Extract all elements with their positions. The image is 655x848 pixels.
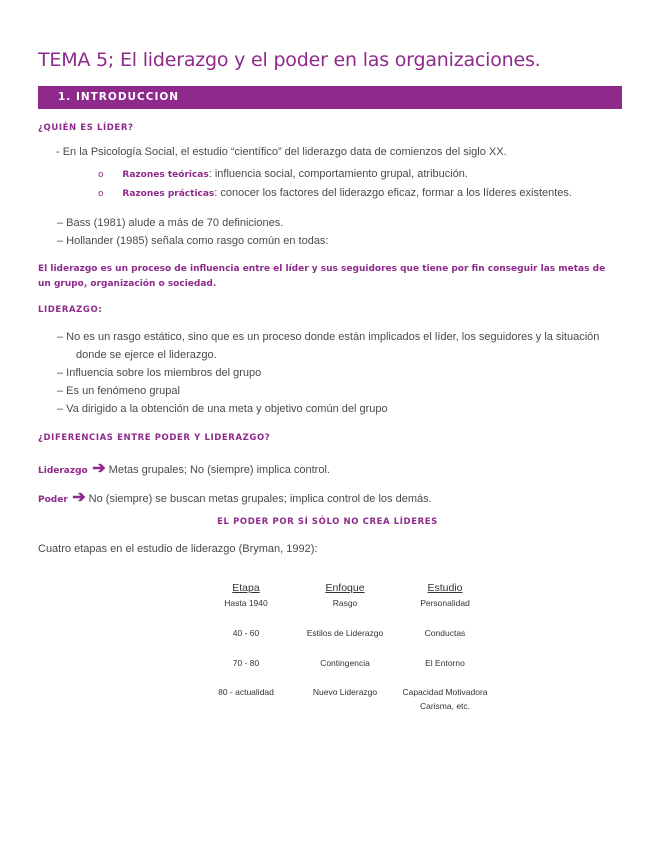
table-cell: Hasta 1940 — [224, 598, 268, 608]
bullet-o: o — [98, 189, 104, 199]
table-cell: 70 - 80 — [232, 658, 260, 668]
table-cell: 80 - actualidad — [218, 687, 274, 697]
liderazgo-item-2: – Influencia sobre los miembros del grupo — [57, 367, 262, 379]
diferencias-heading: ¿DIFERENCIAS ENTRE PODER Y LIDERAZGO? — [38, 433, 271, 443]
table-cell: Personalidad — [420, 598, 470, 608]
table-header-enfoque: Enfoque — [325, 582, 365, 594]
liderazgo-heading — [38, 305, 102, 315]
cuatro-etapas-text: Cuatro etapas en el estudio de liderazgo (Bryman, 1992): — [38, 543, 318, 555]
table-cell: Contingencia — [320, 658, 370, 668]
page-title: TEMA 5; El liderazgo y el poder en las organizaciones. — [38, 49, 541, 71]
poder-desc: No (siempre) se buscan metas grupales; implica control de los demás. — [85, 493, 432, 505]
liderazgo-item-4: – Va dirigido a la obtención de una meta y objetivo común del grupo — [57, 403, 388, 415]
quien-line-1: - En la Psicología Social, el estudio “científico” del liderazgo data de comienzos del siglo XX. — [56, 146, 507, 158]
liderazgo-comparison — [38, 458, 330, 478]
table-cell: Estilos de Liderazgo — [306, 628, 384, 638]
liderazgo-item-1: – No es un rasgo estático, sino que es un proceso donde están implicados el líder, los seguidores y la situación — [57, 331, 600, 343]
liderazgo-heading-text: LIDERAZGO — [38, 305, 99, 315]
arrow-right-icon: ➔ — [92, 460, 106, 477]
liderazgo-item-1-cont: donde se ejerce el liderazgo. — [76, 349, 217, 361]
quien-heading: ¿QUIÉN ES LÍDER? — [38, 123, 134, 133]
text-teoricas: : influencia social, comportamiento grupal, atribución. — [208, 168, 468, 180]
table-cell: Conductas — [424, 628, 466, 638]
section-title: 1. INTRODUCCION — [58, 91, 180, 103]
liderazgo-desc: Metas grupales; No (siempre) implica control. — [105, 464, 330, 476]
table-cell: Nuevo Liderazgo — [312, 687, 378, 697]
table-cell: 40 - 60 — [232, 628, 260, 638]
bullet-o: o — [98, 170, 104, 180]
poder-label: Poder — [38, 495, 68, 505]
table-cell: El Entorno — [425, 658, 465, 668]
arrow-right-icon: ➔ — [72, 489, 86, 506]
liderazgo-item-3: – Es un fenómeno grupal — [57, 385, 180, 397]
definition-text: El liderazgo es un proceso de influencia entre el líder y sus seguidores que tiene por fin conseguir las metas de un grupo, organización o sociedad. — [38, 264, 606, 289]
poder-comparison — [38, 487, 432, 507]
table-cell: Capacidad Motivadora — [402, 687, 488, 697]
table-header-estudio: Estudio — [427, 582, 463, 594]
table-cell: Rasgo — [332, 598, 358, 608]
quien-line-3: – Hollander (1985) señala como rasgo común en todas: — [57, 235, 329, 247]
table-header-etapa: Etapa — [232, 582, 260, 594]
label-teoricas: Razones teóricas — [122, 170, 209, 180]
section-band — [38, 86, 622, 109]
label-practicas: Razones prácticas — [122, 189, 215, 199]
poder-heading: EL PODER POR SÍ SÓLO NO CREA LÍDERES — [217, 517, 438, 527]
liderazgo-heading-colon: : — [98, 305, 103, 315]
table-cell: Carisma, etc. — [419, 701, 471, 711]
text-practicas: : conocer los factores del liderazgo eficaz, formar a los líderes existentes. — [214, 187, 572, 199]
sub-item-teoricas — [98, 164, 468, 182]
liderazgo-label: Liderazgo — [38, 466, 88, 476]
quien-line-2: – Bass (1981) alude a más de 70 definiciones. — [57, 217, 284, 229]
sub-item-practicas — [98, 183, 572, 201]
